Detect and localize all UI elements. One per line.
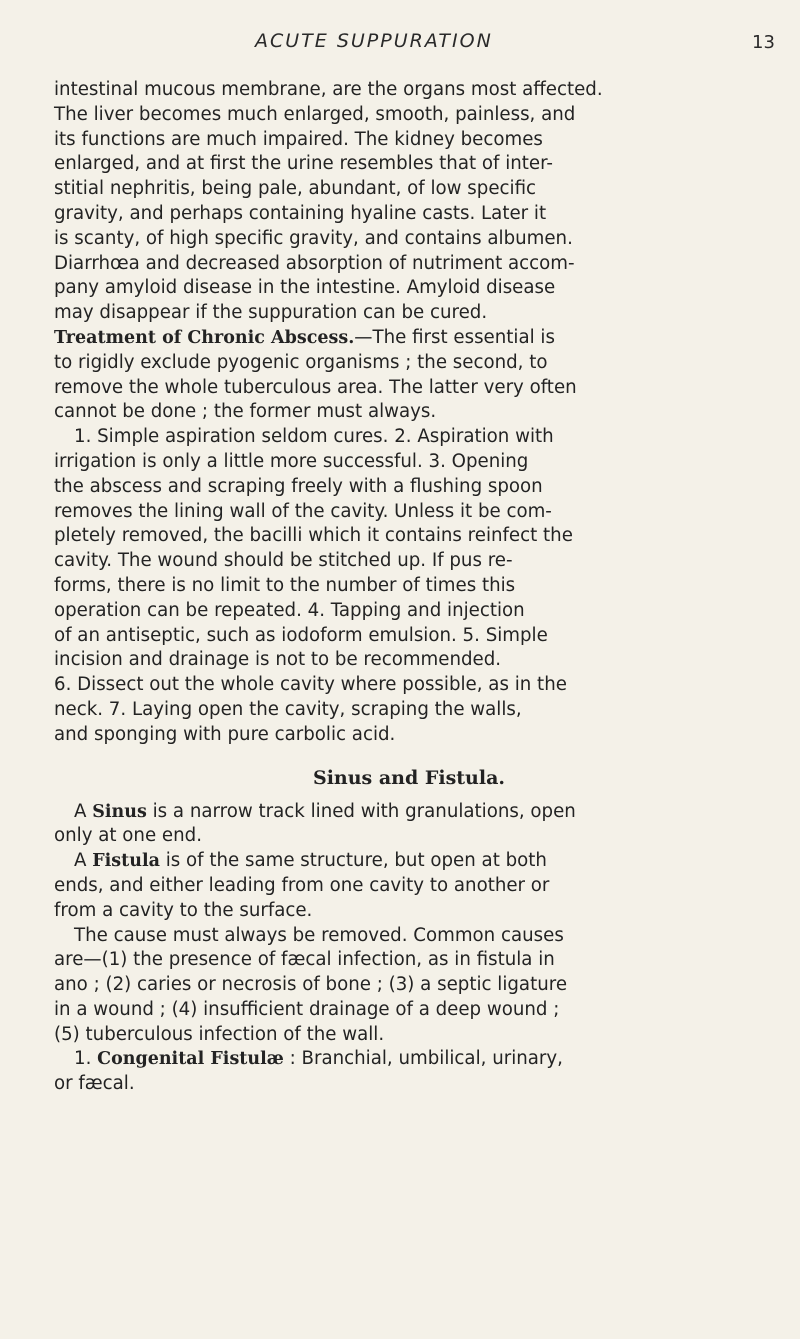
congenital-paragraph-start — [54, 1047, 764, 1072]
text-line: or fæcal. — [54, 1073, 135, 1095]
text-line: (5) tuberculous infection of the wall. — [54, 1023, 385, 1045]
text-line: operation can be repeated. 4. Tapping and injection — [54, 599, 525, 621]
cause-paragraph-start: The cause must always be removed. Common causes — [74, 924, 564, 946]
sinus-prefix: A — [74, 800, 93, 822]
running-title: ACUTE SUPPURATION — [255, 30, 493, 52]
text-line: pletely removed, the bacilli which it contains reinfect the — [54, 525, 573, 547]
text-line: stitial nephritis, being pale, abundant, of low specific — [54, 178, 537, 200]
text-line: remove the whole tuberculous area. The latter very often — [54, 376, 577, 398]
text-line: enlarged, and at first the urine resembles that of inter- — [54, 153, 553, 175]
treatment-paragraph-start — [54, 326, 764, 351]
text-line: may disappear if the suppuration can be cured. — [54, 302, 488, 324]
fistula-paragraph-start — [54, 849, 764, 874]
text-line: irrigation is only a little more successful. 3. Opening — [54, 450, 529, 472]
fistula-text: is of the same structure, but open at both — [159, 850, 547, 872]
text-line: are—(1) the presence of fæcal infection, as in fistula in — [54, 949, 555, 971]
text-line: of an antiseptic, such as iodoform emulsion. 5. Simple — [54, 624, 548, 646]
text-line: ends, and either leading from one cavity to another or — [54, 874, 550, 896]
congenital-text: : Branchial, umbilical, urinary, — [283, 1048, 563, 1070]
treatment-term: Treatment of Chronic Abscess. — [54, 327, 355, 348]
text-line: the abscess and scraping freely with a flushing spoon — [54, 475, 543, 497]
text-line: is scanty, of high specific gravity, and contains albumen. — [54, 227, 573, 249]
sinus-text: is a narrow track lined with granulations, open — [146, 800, 576, 822]
congenital-prefix: 1. — [74, 1048, 98, 1070]
text-line: forms, there is no limit to the number of times this — [54, 574, 516, 596]
body-text — [54, 78, 764, 1097]
fistula-term: Fistula — [92, 851, 160, 872]
text-line: Diarrhœa and decreased absorption of nutriment accom- — [54, 252, 575, 274]
fistula-prefix: A — [74, 850, 93, 872]
text-line: 1. Simple aspiration seldom cures. 2. Aspiration with — [74, 426, 554, 448]
text-line: its functions are much impaired. The kidney becomes — [54, 128, 543, 150]
text-line: incision and drainage is not to be recommended. — [54, 649, 502, 671]
sinus-paragraph-start — [54, 800, 764, 825]
text-line: ano ; (2) caries or necrosis of bone ; (3) a septic ligature — [54, 974, 568, 996]
treatment-text: —The first essential is — [354, 326, 555, 348]
text-line: neck. 7. Laying open the cavity, scraping the walls, — [54, 698, 522, 720]
text-line: cannot be done ; the former must always. — [54, 401, 437, 423]
text-line: The liver becomes much enlarged, smooth, painless, and — [54, 103, 576, 125]
text-line: only at one end. — [54, 825, 202, 847]
sinus-term: Sinus — [92, 801, 147, 822]
running-head — [0, 30, 800, 60]
text-line: 6. Dissect out the whole cavity where possible, as in the — [54, 674, 567, 696]
text-line: from a cavity to the surface. — [54, 899, 313, 921]
text-line: gravity, and perhaps containing hyaline casts. Later it — [54, 202, 547, 224]
text-line: pany amyloid disease in the intestine. Amyloid disease — [54, 277, 556, 299]
congenital-term: Congenital Fistulæ — [97, 1049, 284, 1070]
text-line: to rigidly exclude pyogenic organisms ; the second, to — [54, 351, 548, 373]
text-line: and sponging with pure carbolic acid. — [54, 723, 396, 745]
page-number: 13 — [752, 32, 775, 53]
text-line: in a wound ; (4) insufficient drainage of a deep wound ; — [54, 998, 560, 1020]
text-line: removes the lining wall of the cavity. Unless it be com- — [54, 500, 552, 522]
section-heading: Sinus and Fistula. — [312, 766, 506, 789]
text-line: cavity. The wound should be stitched up. If pus re- — [54, 550, 513, 572]
text-line: intestinal mucous membrane, are the organs most affected. — [54, 79, 603, 100]
